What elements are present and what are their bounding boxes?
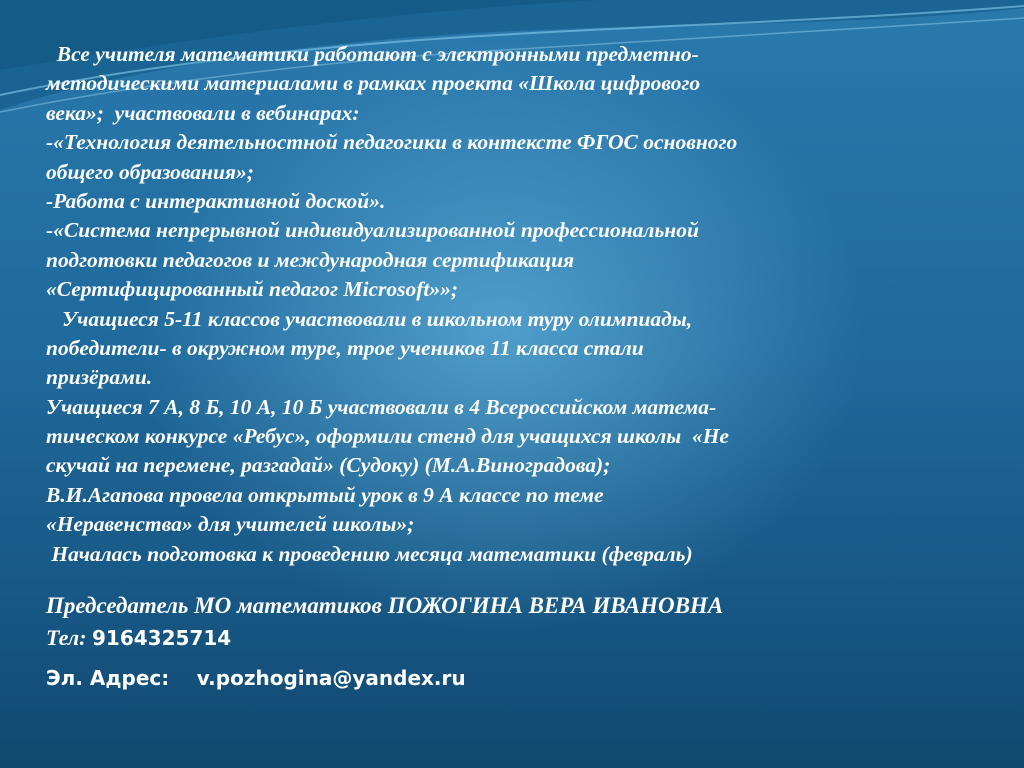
text-line: призёрами. bbox=[46, 365, 153, 390]
text-line: -Работа с интерактивной доской». bbox=[46, 188, 386, 213]
text-line: В.И.Агапова провела открытый урок в 9 А классе по теме bbox=[46, 482, 604, 507]
email-label: Эл. Адрес: bbox=[46, 666, 170, 691]
chair-line: Председатель МО математиков ПОЖОГИНА ВЕРА ИВАНОВНА bbox=[46, 593, 724, 619]
text-line: «Сертифицированный педагог Microsoft»»; bbox=[46, 277, 459, 302]
text-line: Началась подготовка к проведению месяца математики (февраль) bbox=[46, 541, 693, 566]
text-line: века»; участвовали в вебинарах: bbox=[46, 100, 360, 125]
text-line: подготовки педагогов и международная сертификация bbox=[46, 247, 575, 272]
text-line: Все учителя математики работают с электронными предметно- bbox=[46, 42, 699, 66]
text-line: Учащиеся 5-11 классов участвовали в школьном туру олимпиады, bbox=[46, 306, 693, 331]
text-line: общего образования»; bbox=[46, 159, 254, 184]
slide-body bbox=[46, 40, 986, 695]
text-line: -«Технология деятельностной педагогики в контексте ФГОС основного bbox=[46, 130, 738, 155]
text-line: тическом конкурсе «Ребус», оформили стенд для учащихся школы «Не bbox=[46, 424, 729, 449]
email-line bbox=[46, 661, 986, 695]
phone-label: Тел: bbox=[46, 625, 87, 651]
text-line: методическими материалами в рамках проекта «Школа цифрового bbox=[46, 71, 701, 96]
text-line: победители- в окружном туре, трое учеников 11 класса стали bbox=[46, 335, 644, 360]
text-line: -«Система непрерывной индивидуализированной профессиональной bbox=[46, 218, 699, 243]
phone-line bbox=[46, 621, 986, 655]
phone-value: 9164325714 bbox=[91, 626, 232, 651]
text-line: «Неравенства» для учителей школы»; bbox=[46, 512, 415, 537]
spacer bbox=[46, 569, 986, 591]
email-value[interactable]: v.pozhogina@yandex.ru bbox=[196, 666, 466, 691]
text-line: Учащиеся 7 А, 8 Б, 10 А, 10 Б участвовали в 4 Всероссийском матема- bbox=[46, 394, 717, 419]
text-line: скучай на перемене, разгадай» (Судоку) (М.А.Виноградова); bbox=[46, 453, 611, 478]
